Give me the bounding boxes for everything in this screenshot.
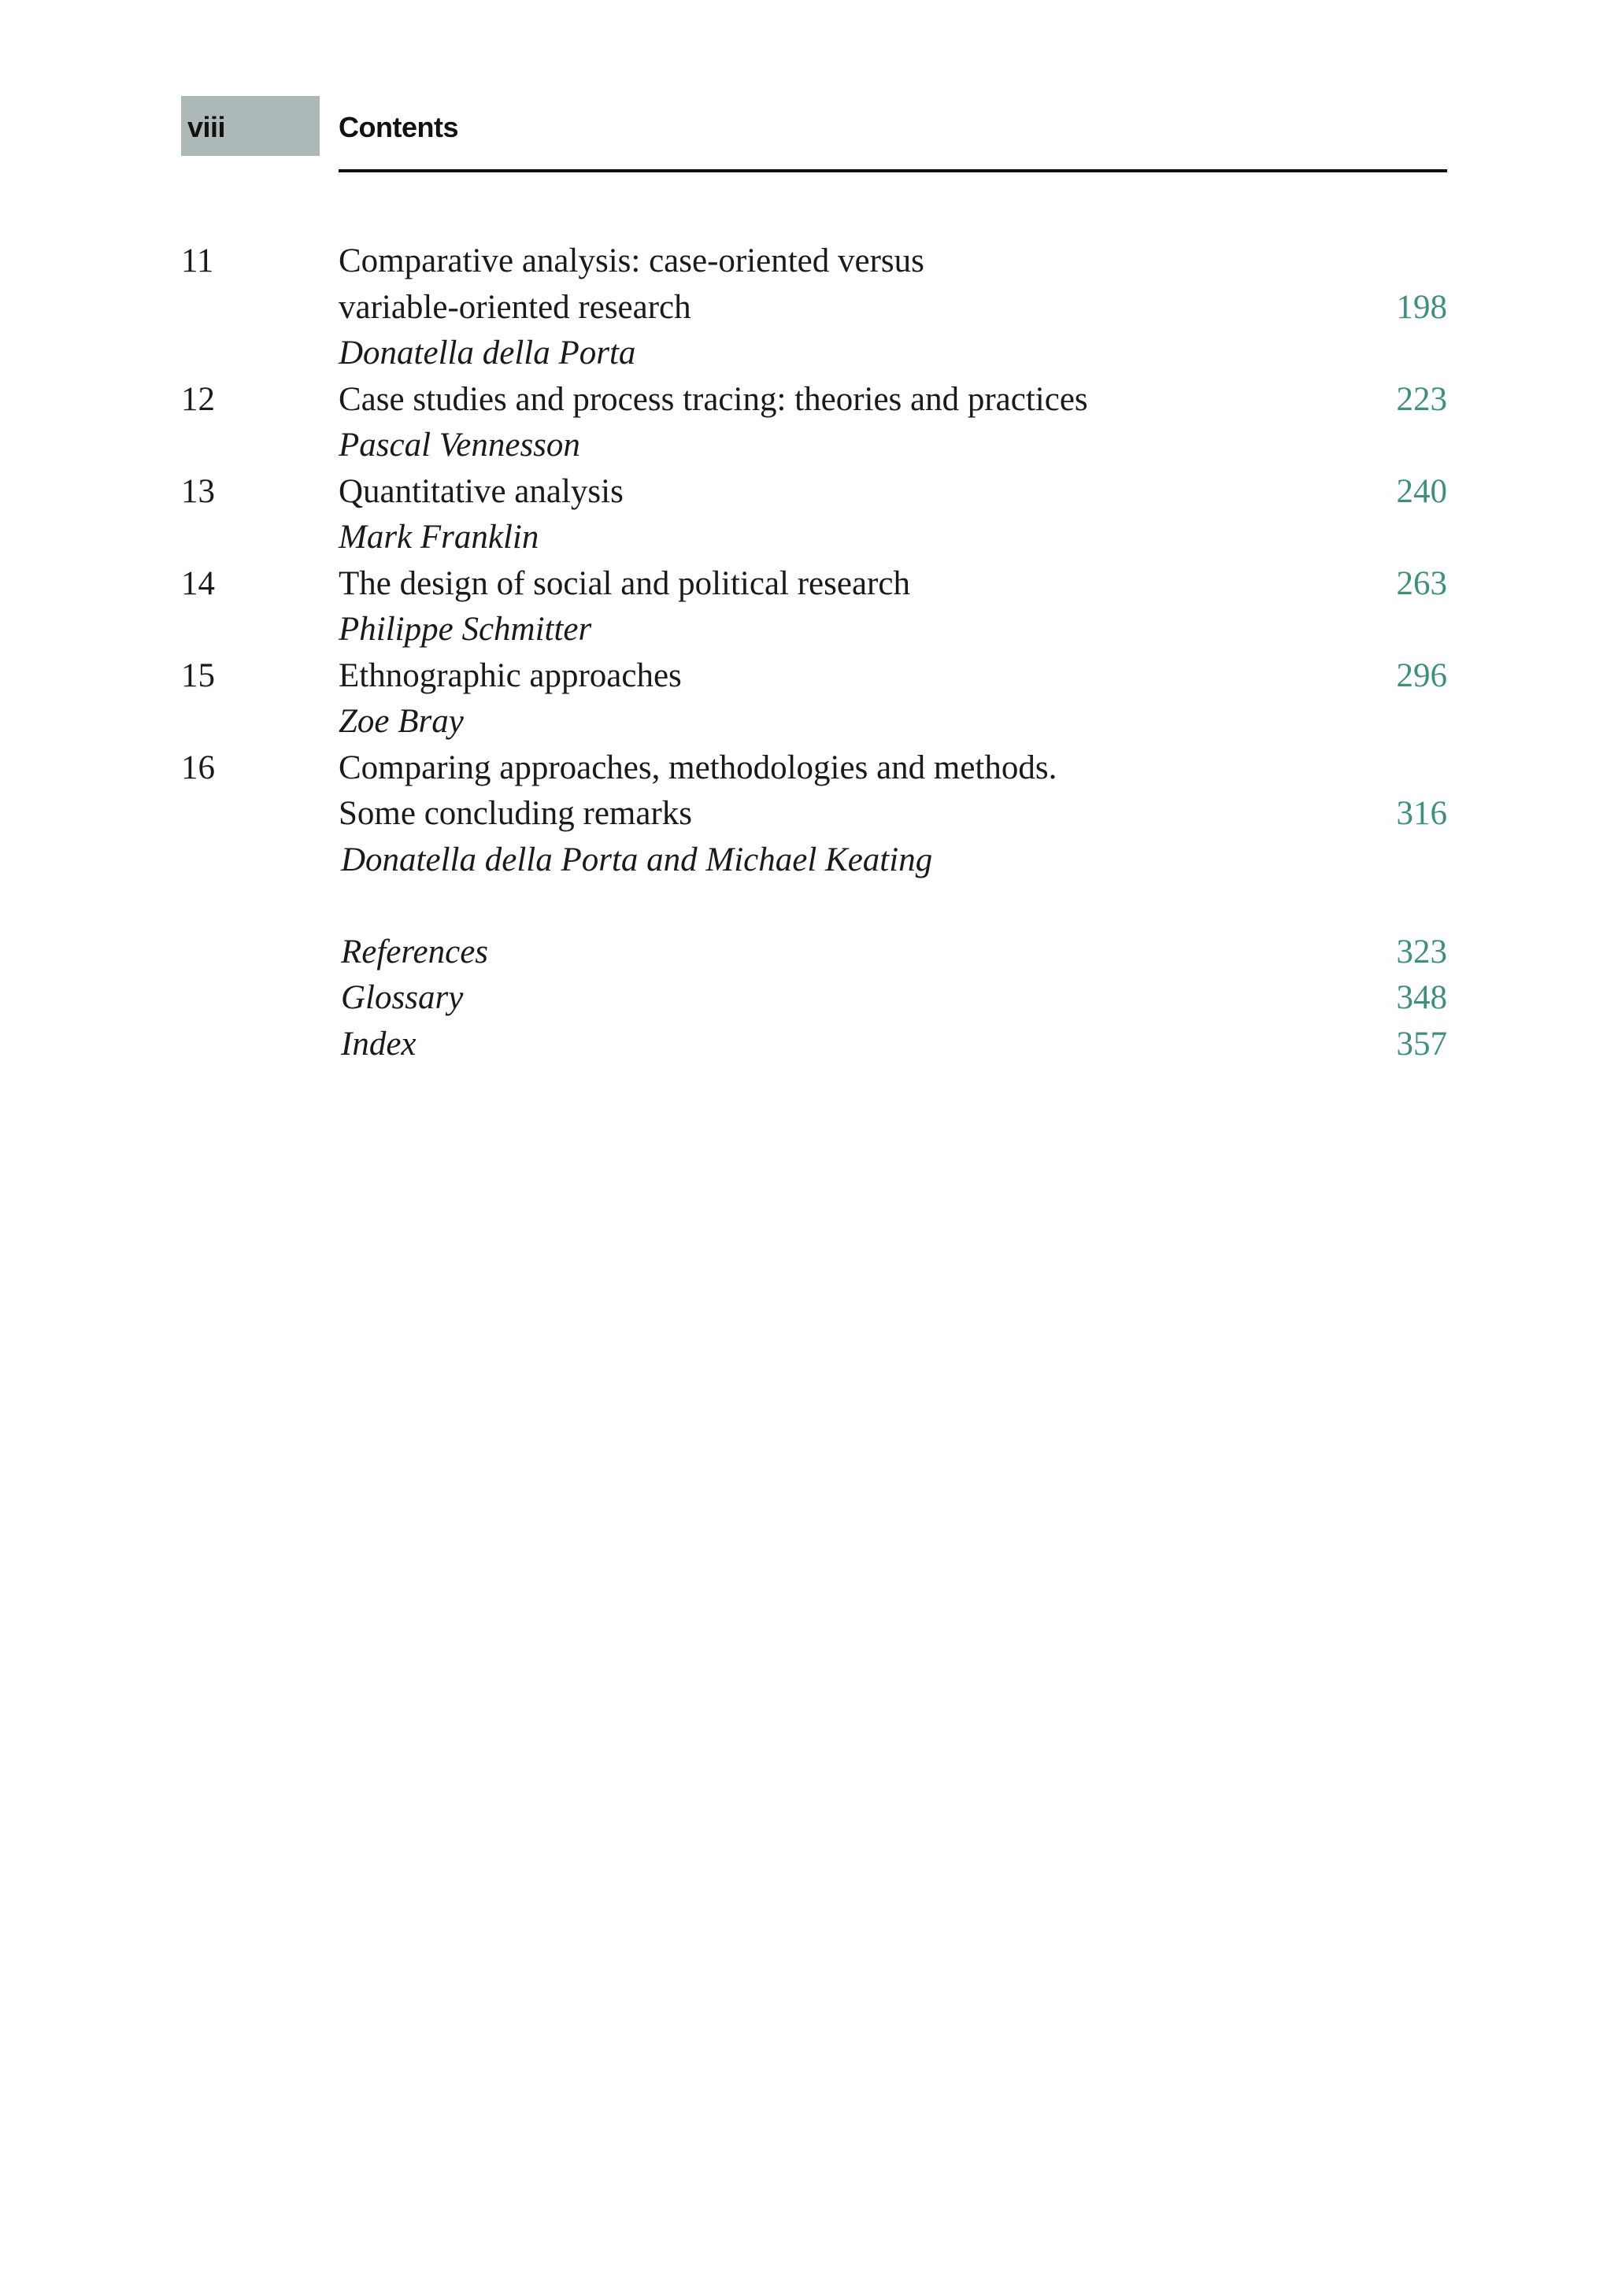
chapter-title-line: Case studies and process tracing: theories and practices — [339, 380, 1088, 418]
chapter-number: 15 — [181, 656, 215, 694]
chapter-author: Pascal Vennesson — [339, 427, 580, 464]
backmatter-title: Glossary — [341, 979, 464, 1016]
chapter-title-line: Quantitative analysis — [339, 472, 624, 510]
chapter-author: Mark Franklin — [339, 519, 539, 556]
chapter-author: Zoe Bray — [339, 703, 464, 740]
toc-entry-references[interactable] — [181, 930, 1447, 976]
chapter-number: 12 — [181, 380, 215, 418]
chapter-author: Donatella della Porta and Michael Keating — [341, 841, 933, 878]
page-number: viii — [187, 111, 226, 143]
chapter-number: 14 — [181, 564, 215, 602]
section-spacer — [181, 883, 1447, 930]
toc-entry-chapter-11[interactable] — [181, 238, 1447, 377]
toc-entry-chapter-15[interactable] — [181, 653, 1447, 745]
running-head-title: Contents — [339, 111, 458, 143]
chapter-page-link[interactable]: 198 — [1396, 288, 1447, 326]
chapter-page-link[interactable]: 296 — [1396, 656, 1447, 694]
toc-entry-index[interactable] — [181, 1022, 1447, 1068]
chapter-title-line: Comparing approaches, methodologies and methods. — [339, 749, 1057, 786]
backmatter-title: References — [341, 933, 489, 971]
toc-entry-glossary[interactable] — [181, 975, 1447, 1022]
toc-entry-chapter-13[interactable] — [181, 469, 1447, 561]
chapter-author: Donatella della Porta — [339, 335, 636, 372]
header-rule — [339, 169, 1447, 172]
toc-entry-chapter-12[interactable] — [181, 377, 1447, 469]
table-of-contents — [181, 238, 1447, 1067]
toc-entry-chapter-16[interactable] — [181, 745, 1447, 884]
chapter-title-line: Ethnographic approaches — [339, 656, 682, 694]
chapter-page-link[interactable]: 223 — [1396, 380, 1447, 418]
chapter-number: 16 — [181, 749, 215, 786]
backmatter-page-link[interactable]: 357 — [1396, 1025, 1447, 1063]
chapter-number: 13 — [181, 472, 215, 510]
chapter-page-link[interactable]: 263 — [1396, 564, 1447, 602]
chapter-title-line: The design of social and political research — [339, 564, 910, 602]
backmatter-page-link[interactable]: 348 — [1396, 979, 1447, 1016]
backmatter-title: Index — [341, 1025, 417, 1063]
chapter-page-link[interactable]: 316 — [1396, 795, 1447, 832]
chapter-number: 11 — [181, 242, 214, 279]
chapter-page-link[interactable]: 240 — [1396, 472, 1447, 510]
chapter-title-line: variable-oriented research — [339, 288, 691, 326]
chapter-author: Philippe Schmitter — [339, 611, 592, 648]
chapter-title-line: Comparative analysis: case-oriented versus — [339, 242, 924, 279]
toc-entry-chapter-14[interactable] — [181, 561, 1447, 653]
chapter-title-line: Some concluding remarks — [339, 795, 693, 832]
backmatter-page-link[interactable]: 323 — [1396, 933, 1447, 971]
